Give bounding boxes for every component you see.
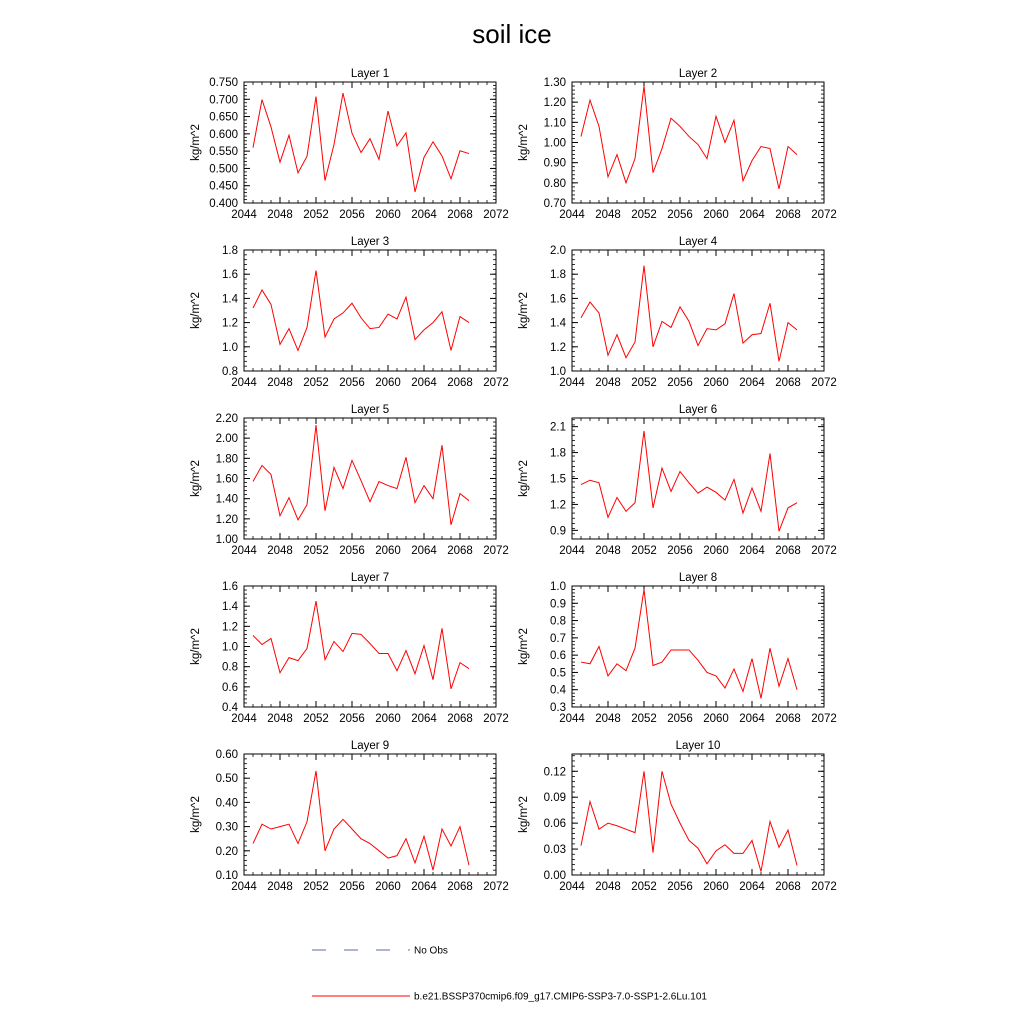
y-tick-label: 0.10 [215,870,238,882]
y-tick-label: 2.0 [550,245,566,257]
x-tick-label: 2072 [811,881,837,893]
panels [190,68,837,893]
y-tick-label: 1.8 [550,447,566,460]
y-axis-label: kg/m^2 [518,796,530,833]
y-tick-label: 1.30 [543,77,566,89]
x-tick-label: 2060 [703,545,729,557]
legend-obs-label: No Obs [414,945,448,957]
panel-layer-4 [518,236,837,389]
x-tick-label: 2044 [559,545,585,557]
x-tick-label: 2060 [375,209,401,221]
panel-title: Layer 3 [350,236,390,248]
plot-frame [572,250,824,371]
x-tick-label: 2044 [231,881,257,893]
panel-title: Layer 5 [350,404,390,416]
y-tick-label: 0.9 [550,598,566,611]
y-tick-label: 1.8 [222,245,238,257]
y-axis-label: kg/m^2 [190,796,202,833]
y-tick-label: 0.00 [543,870,566,882]
series-line [253,601,469,689]
x-tick-label: 2072 [483,713,509,725]
x-tick-label: 2060 [375,377,401,389]
y-tick-label: 2.20 [215,413,238,425]
x-tick-label: 2052 [631,545,657,557]
x-tick-label: 2064 [739,881,765,893]
x-tick-label: 2072 [483,377,509,389]
x-tick-label: 2060 [375,713,401,725]
legend-model-label: b.e21.BSSP370cmip6.f09_g17.CMIP6-SSP3-7.0-SSP1-2.6Lu.101 [414,991,707,1003]
y-tick-label: 0.6 [222,681,238,694]
y-tick-label: 1.20 [215,513,238,526]
x-tick-label: 2060 [703,713,729,725]
panel-title: Layer 9 [350,740,390,752]
y-tick-label: 0.450 [209,180,238,193]
plot-frame [572,754,824,875]
legend [312,946,707,1003]
y-tick-label: 1.0 [222,641,238,654]
panel-layer-5 [190,404,509,557]
x-tick-label: 2068 [447,209,473,221]
x-tick-label: 2068 [775,545,801,557]
y-tick-label: 1.6 [222,269,238,282]
plot-frame [572,82,824,203]
x-tick-label: 2060 [375,545,401,557]
panel-layer-10 [518,740,837,893]
x-tick-label: 2056 [667,545,693,557]
panel-title: Layer 8 [678,572,718,584]
y-tick-label: 0.500 [209,163,238,176]
x-tick-label: 2044 [231,377,257,389]
y-tick-label: 0.06 [543,818,566,831]
panel-layer-1 [190,68,509,221]
series-line [581,86,797,189]
y-tick-label: 0.600 [209,128,238,141]
x-tick-label: 2048 [267,209,293,221]
x-tick-label: 2056 [339,881,365,893]
x-tick-label: 2072 [811,713,837,725]
y-tick-label: 0.4 [222,702,238,714]
y-axis-label: kg/m^2 [190,628,202,665]
x-tick-label: 2072 [483,545,509,557]
y-axis-label: kg/m^2 [518,124,530,161]
x-tick-label: 2064 [411,377,437,389]
x-tick-label: 2068 [447,377,473,389]
y-tick-label: 1.0 [222,341,238,354]
panel-layer-9 [190,740,509,893]
panel-title: Layer 1 [350,68,390,80]
x-tick-label: 2048 [267,377,293,389]
plot-frame [244,82,496,203]
y-tick-label: 1.5 [550,473,566,486]
y-tick-label: 0.09 [543,792,566,805]
x-tick-label: 2068 [775,377,801,389]
x-tick-label: 2056 [339,209,365,221]
series-line [581,589,797,698]
x-tick-label: 2064 [411,209,437,221]
x-tick-label: 2044 [231,545,257,557]
x-tick-label: 2068 [775,209,801,221]
y-axis-label: kg/m^2 [518,292,530,329]
series-line [253,425,469,525]
panel-title: Layer 6 [678,404,718,416]
y-tick-label: 0.12 [543,766,566,779]
y-tick-label: 0.40 [215,797,238,810]
y-axis-label: kg/m^2 [518,628,530,665]
y-tick-label: 0.20 [215,845,238,858]
plot-frame [244,250,496,371]
y-tick-label: 1.2 [550,341,566,354]
panel-title: Layer 7 [350,572,390,584]
x-tick-label: 2060 [703,377,729,389]
x-tick-label: 2072 [811,377,837,389]
y-tick-label: 0.5 [550,667,566,680]
x-tick-label: 2072 [483,881,509,893]
x-tick-label: 2052 [631,377,657,389]
y-tick-label: 0.3 [550,702,566,714]
series-line [581,431,797,531]
x-tick-label: 2064 [739,377,765,389]
figure-title: soil ice [472,19,552,49]
x-tick-label: 2056 [667,881,693,893]
y-tick-label: 0.9 [550,525,566,538]
panel-layer-3 [190,236,509,389]
x-tick-label: 2056 [339,713,365,725]
x-tick-label: 2064 [739,209,765,221]
y-tick-label: 0.750 [209,77,238,89]
y-tick-label: 1.0 [550,366,566,378]
plot-frame [572,586,824,707]
panel-layer-8 [518,572,837,725]
x-tick-label: 2044 [231,713,257,725]
x-tick-label: 2068 [775,881,801,893]
x-tick-label: 2052 [303,209,329,221]
x-tick-label: 2064 [739,545,765,557]
x-tick-label: 2048 [595,377,621,389]
y-tick-label: 0.30 [215,821,238,834]
x-tick-label: 2064 [739,713,765,725]
y-tick-label: 0.550 [209,146,238,159]
y-tick-label: 0.700 [209,94,238,107]
x-tick-label: 2060 [703,209,729,221]
x-tick-label: 2068 [447,881,473,893]
plot-frame [244,754,496,875]
x-tick-label: 2052 [631,881,657,893]
y-tick-label: 2.1 [550,421,566,434]
x-tick-label: 2072 [811,545,837,557]
x-tick-label: 2068 [775,713,801,725]
plot-frame [244,586,496,707]
x-tick-label: 2044 [559,209,585,221]
y-tick-label: 1.20 [543,97,566,110]
x-tick-label: 2048 [595,881,621,893]
y-axis-label: kg/m^2 [190,460,202,497]
x-tick-label: 2048 [267,713,293,725]
y-tick-label: 0.8 [222,366,238,378]
panel-title: Layer 10 [675,740,721,752]
x-tick-label: 2064 [411,713,437,725]
y-tick-label: 0.8 [550,615,566,628]
y-tick-label: 1.80 [215,453,238,466]
panel-layer-2 [518,68,837,221]
x-tick-label: 2044 [559,881,585,893]
x-tick-label: 2048 [267,881,293,893]
y-tick-label: 1.6 [550,293,566,306]
x-tick-label: 2056 [667,377,693,389]
series-line [581,771,797,871]
y-tick-label: 1.0 [550,581,566,593]
y-tick-label: 1.4 [222,293,238,306]
y-tick-label: 0.4 [550,684,566,697]
x-tick-label: 2044 [559,377,585,389]
x-tick-label: 2052 [631,713,657,725]
x-tick-label: 2048 [595,545,621,557]
panel-layer-6 [518,404,837,557]
x-tick-label: 2052 [303,881,329,893]
x-tick-label: 2044 [559,713,585,725]
y-axis-label: kg/m^2 [190,292,202,329]
y-tick-label: 1.2 [550,499,566,512]
y-tick-label: 0.6 [550,650,566,663]
x-tick-label: 2056 [667,713,693,725]
y-axis-label: kg/m^2 [190,124,202,161]
series-line [253,271,469,351]
y-tick-label: 1.6 [222,581,238,593]
x-tick-label: 2048 [267,545,293,557]
y-tick-label: 0.650 [209,111,238,124]
x-tick-label: 2072 [811,209,837,221]
x-tick-label: 2068 [447,713,473,725]
y-tick-label: 1.00 [543,137,566,150]
series-line [253,93,469,192]
panel-title: Layer 4 [678,236,718,248]
x-tick-label: 2044 [231,209,257,221]
y-tick-label: 0.03 [543,844,566,857]
y-tick-label: 1.4 [550,317,566,330]
y-tick-label: 0.60 [215,749,238,761]
panel-title: Layer 2 [678,68,718,80]
panel-layer-7 [190,572,509,725]
x-tick-label: 2060 [703,881,729,893]
x-tick-label: 2056 [339,377,365,389]
y-tick-label: 0.400 [209,198,238,210]
series-line [581,266,797,362]
x-tick-label: 2052 [303,545,329,557]
y-tick-label: 1.4 [222,601,238,614]
y-tick-label: 1.40 [215,493,238,506]
y-tick-label: 1.60 [215,473,238,486]
series-line [253,771,469,870]
plot-frame [244,418,496,539]
y-tick-label: 0.80 [543,177,566,190]
y-tick-label: 1.2 [222,621,238,634]
x-tick-label: 2060 [375,881,401,893]
y-tick-label: 1.2 [222,317,238,330]
y-tick-label: 2.00 [215,433,238,446]
x-tick-label: 2052 [303,377,329,389]
x-tick-label: 2072 [483,209,509,221]
y-tick-label: 0.90 [543,157,566,170]
y-tick-label: 1.00 [215,534,238,546]
y-tick-label: 1.10 [543,117,566,130]
x-tick-label: 2064 [411,881,437,893]
x-tick-label: 2056 [667,209,693,221]
y-tick-label: 0.50 [215,773,238,786]
x-tick-label: 2048 [595,713,621,725]
y-axis-label: kg/m^2 [518,460,530,497]
y-tick-label: 0.7 [550,632,566,645]
y-tick-label: 1.8 [550,269,566,282]
x-tick-label: 2048 [595,209,621,221]
y-tick-label: 0.8 [222,661,238,674]
plot-frame [572,418,824,539]
y-tick-label: 0.70 [543,198,566,210]
x-tick-label: 2052 [303,713,329,725]
x-tick-label: 2068 [447,545,473,557]
x-tick-label: 2056 [339,545,365,557]
x-tick-label: 2064 [411,545,437,557]
x-tick-label: 2052 [631,209,657,221]
